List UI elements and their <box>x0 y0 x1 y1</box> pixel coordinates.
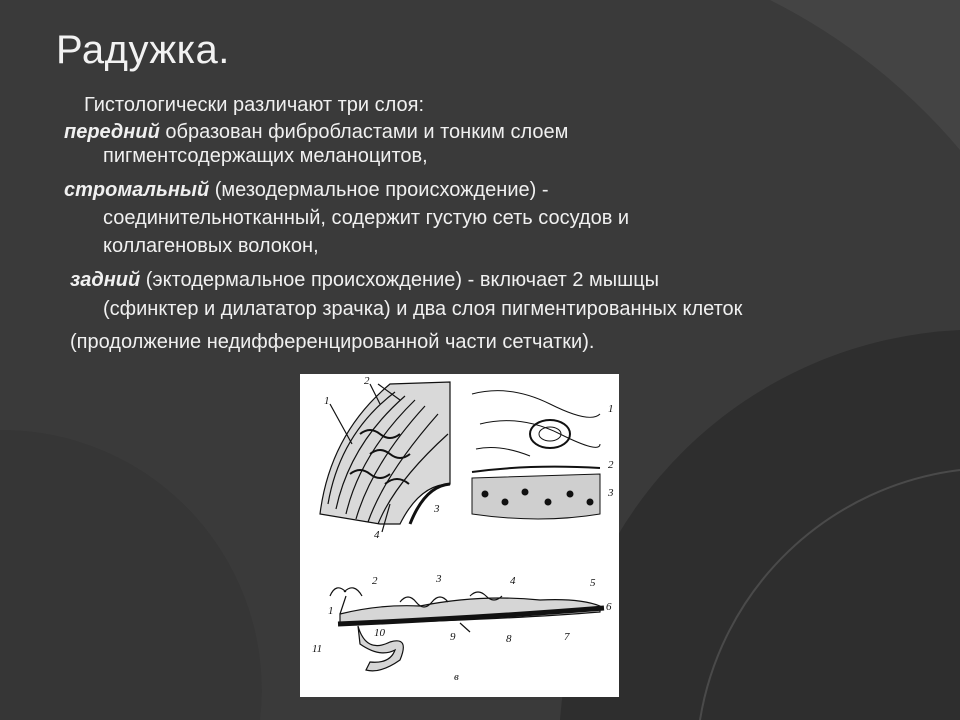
panel-c-label-7: 7 <box>564 631 570 643</box>
intro-text: Гистологически различают три слоя: <box>84 94 425 116</box>
panel-c-label-9: 9 <box>450 631 456 643</box>
panel-c-label-5: 5 <box>590 577 596 589</box>
layer-anterior-cont: пигментсодержащих меланоцитов, <box>103 145 428 167</box>
panel-c-label-11: 11 <box>312 643 323 655</box>
panel-c-label-1: 1 <box>328 605 334 617</box>
layer-anterior-text: образован фибробластами и тонким слоем <box>159 121 569 143</box>
layer-stromal-cont-2: коллагеновых волокон, <box>103 235 319 257</box>
panel-b-label-3: 3 <box>608 487 614 499</box>
panel-a-label-3: 3 <box>434 503 440 515</box>
histology-drawing <box>300 374 619 697</box>
panel-c-label-6: 6 <box>606 601 612 613</box>
layer-anterior-name: передний <box>64 121 160 143</box>
panel-b <box>472 391 600 519</box>
panel-a <box>320 382 450 532</box>
panel-c-label-10: 10 <box>374 627 385 639</box>
layer-posterior-name: задний <box>70 269 141 291</box>
layer-posterior <box>70 268 659 292</box>
iris-histology-figure <box>300 374 619 697</box>
panel-a-label-2: 2 <box>364 375 370 387</box>
layer-posterior-text: (эктодермальное происхождение) - включает 2 мышцы <box>140 269 660 291</box>
panel-a-label-1: 1 <box>324 395 330 407</box>
panel-c-label-2: 2 <box>372 575 378 587</box>
panel-c-label-4: 4 <box>510 575 516 587</box>
panel-c-label-3: 3 <box>436 573 442 585</box>
panel-a-label-4: 4 <box>374 529 380 541</box>
layer-stromal-text: (мезодермальное происхождение) - <box>209 179 549 201</box>
layer-posterior-cont-2: (продолжение недифференцированной части сетчатки). <box>70 331 595 353</box>
layer-anterior <box>64 120 568 144</box>
layer-stromal <box>64 178 549 202</box>
layer-stromal-name: стромальный <box>64 179 210 201</box>
panel-c <box>330 588 604 671</box>
layer-posterior-cont-1: (сфинктер и дилататор зрачка) и два слоя пигментированных клеток <box>103 298 743 320</box>
panel-b-label-1: 1 <box>608 403 614 415</box>
layer-stromal-cont-1: соединительнотканный, содержит густую сеть сосудов и <box>103 207 630 229</box>
panel-c-label-v: в <box>454 671 459 683</box>
slide-title: Радужка. <box>56 28 230 72</box>
panel-b-label-2: 2 <box>608 459 614 471</box>
panel-c-label-8: 8 <box>506 633 512 645</box>
